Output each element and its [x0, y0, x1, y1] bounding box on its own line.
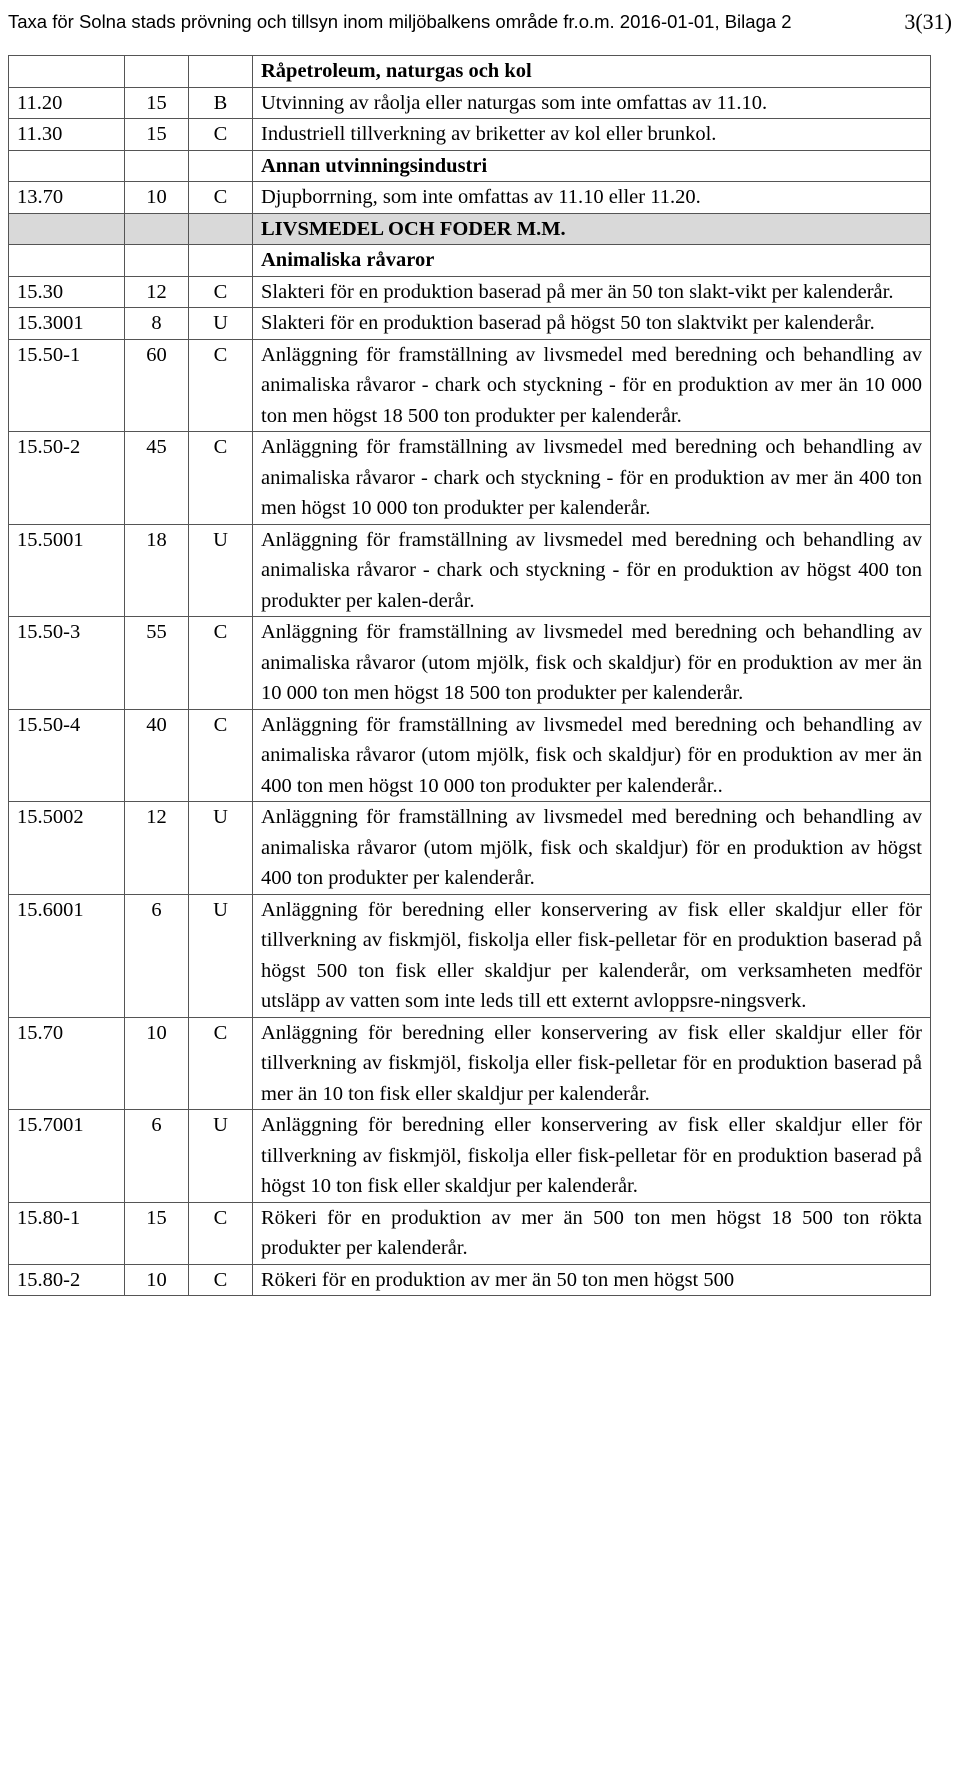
description-cell: Anläggning för beredning eller konservering av fisk eller skaldjur eller för tillverkning av fiskmjöl, fiskolja eller fisk-pelletar för en produktion baserad på mer än 10 ton fisk eller skaldjur per kalenderår. [253, 1017, 931, 1110]
table-row [9, 119, 931, 151]
page-number: 3(31) [904, 9, 952, 34]
class-cell: U [189, 894, 253, 1017]
class-cell: C [189, 617, 253, 710]
empty-cell [189, 213, 253, 245]
activity-table [8, 55, 931, 1296]
class-cell: C [189, 1202, 253, 1264]
points-cell: 6 [125, 1110, 189, 1203]
table-row [9, 308, 931, 340]
code-cell: 15.50-3 [9, 617, 125, 710]
empty-cell [9, 150, 125, 182]
points-cell: 45 [125, 432, 189, 525]
description-cell: Anläggning för beredning eller konservering av fisk eller skaldjur eller för tillverkning av fiskmjöl, fiskolja eller fisk-pelletar för en produktion baserad på högst 500 ton fisk eller skaldjur per kalenderår, om verksamheten medför utsläpp av vatten som inte leds till ett externt avloppsre-ningsverk. [253, 894, 931, 1017]
table-row [9, 617, 931, 710]
table-row [9, 87, 931, 119]
points-cell: 10 [125, 1017, 189, 1110]
code-cell: 15.6001 [9, 894, 125, 1017]
subheading-row [9, 245, 931, 277]
table-row [9, 339, 931, 432]
points-cell: 12 [125, 276, 189, 308]
table-row [9, 1264, 931, 1296]
description-cell: Industriell tillverkning av briketter av kol eller brunkol. [253, 119, 931, 151]
table-row [9, 894, 931, 1017]
points-cell: 15 [125, 87, 189, 119]
empty-cell [125, 245, 189, 277]
class-cell: C [189, 119, 253, 151]
class-cell: U [189, 802, 253, 895]
code-cell: 13.70 [9, 182, 125, 214]
empty-cell [9, 245, 125, 277]
description-cell: Utvinning av råolja eller naturgas som inte omfattas av 11.10. [253, 87, 931, 119]
class-cell: U [189, 308, 253, 340]
header-title: Taxa för Solna stads prövning och tillsyn inom miljöbalkens område fr.o.m. 2016-01-01, Bilaga 2 [8, 11, 792, 32]
description-cell: Anläggning för beredning eller konservering av fisk eller skaldjur eller för tillverkning av fiskmjöl, fiskolja eller fisk-pelletar för en produktion baserad på högst 10 ton fisk eller skaldjur per kalenderår. [253, 1110, 931, 1203]
empty-cell [9, 56, 125, 88]
code-cell: 15.70 [9, 1017, 125, 1110]
class-cell: U [189, 1110, 253, 1203]
code-cell: 11.30 [9, 119, 125, 151]
class-cell: C [189, 276, 253, 308]
table-row [9, 432, 931, 525]
description-cell: Anläggning för framställning av livsmedel med beredning och behandling av animaliska råvaror - chark och styckning - för en produktion av mer än 400 ton men högst 10 000 ton produkter per kalenderår. [253, 432, 931, 525]
table-row [9, 524, 931, 617]
subheading: Råpetroleum, naturgas och kol [253, 56, 931, 88]
description-cell: Anläggning för framställning av livsmedel med beredning och behandling av animaliska råvaror (utom mjölk, fisk och skaldjur) för en produktion av högst 400 ton produkter per kalenderår. [253, 802, 931, 895]
table-row [9, 182, 931, 214]
table-row [9, 802, 931, 895]
empty-cell [125, 150, 189, 182]
class-cell: C [189, 432, 253, 525]
code-cell: 15.50-1 [9, 339, 125, 432]
points-cell: 55 [125, 617, 189, 710]
class-cell: C [189, 1017, 253, 1110]
subheading: Animaliska råvaror [253, 245, 931, 277]
description-cell: Slakteri för en produktion baserad på mer än 50 ton slakt-vikt per kalenderår. [253, 276, 931, 308]
table-row [9, 1017, 931, 1110]
table-row [9, 709, 931, 802]
empty-cell [189, 56, 253, 88]
class-cell: B [189, 87, 253, 119]
table-row [9, 276, 931, 308]
points-cell: 40 [125, 709, 189, 802]
class-cell: C [189, 182, 253, 214]
page-header [8, 2, 952, 42]
code-cell: 15.50-4 [9, 709, 125, 802]
description-cell: Rökeri för en produktion av mer än 500 ton men högst 18 500 ton rökta produkter per kalenderår. [253, 1202, 931, 1264]
empty-cell [9, 213, 125, 245]
section-row [9, 213, 931, 245]
code-cell: 11.20 [9, 87, 125, 119]
points-cell: 15 [125, 119, 189, 151]
points-cell: 6 [125, 894, 189, 1017]
description-cell: Anläggning för framställning av livsmedel med beredning och behandling av animaliska råvaror (utom mjölk, fisk och skaldjur) för en produktion av mer än 400 ton men högst 10 000 ton produkter per kalenderår.. [253, 709, 931, 802]
description-cell: Slakteri för en produktion baserad på högst 50 ton slaktvikt per kalenderår. [253, 308, 931, 340]
points-cell: 60 [125, 339, 189, 432]
subheading-row [9, 150, 931, 182]
code-cell: 15.7001 [9, 1110, 125, 1203]
subheading: Annan utvinningsindustri [253, 150, 931, 182]
code-cell: 15.80-1 [9, 1202, 125, 1264]
table-row [9, 1202, 931, 1264]
class-cell: C [189, 339, 253, 432]
code-cell: 15.80-2 [9, 1264, 125, 1296]
empty-cell [125, 213, 189, 245]
class-cell: C [189, 1264, 253, 1296]
empty-cell [189, 150, 253, 182]
code-cell: 15.50-2 [9, 432, 125, 525]
description-cell: Anläggning för framställning av livsmedel med beredning och behandling av animaliska råvaror - chark och styckning - för en produktion av högst 400 ton produkter per kalen-derår. [253, 524, 931, 617]
description-cell: Rökeri för en produktion av mer än 50 ton men högst 500 [253, 1264, 931, 1296]
empty-cell [125, 56, 189, 88]
section-heading: LIVSMEDEL OCH FODER M.M. [253, 213, 931, 245]
code-cell: 15.5002 [9, 802, 125, 895]
description-cell: Djupborrning, som inte omfattas av 11.10 eller 11.20. [253, 182, 931, 214]
class-cell: U [189, 524, 253, 617]
code-cell: 15.5001 [9, 524, 125, 617]
table-row [9, 1110, 931, 1203]
points-cell: 8 [125, 308, 189, 340]
points-cell: 18 [125, 524, 189, 617]
code-cell: 15.3001 [9, 308, 125, 340]
points-cell: 10 [125, 182, 189, 214]
class-cell: C [189, 709, 253, 802]
code-cell: 15.30 [9, 276, 125, 308]
description-cell: Anläggning för framställning av livsmedel med beredning och behandling av animaliska råvaror (utom mjölk, fisk och skaldjur) för en produktion av mer än 10 000 ton men högst 18 500 ton produkter per kalenderår. [253, 617, 931, 710]
points-cell: 15 [125, 1202, 189, 1264]
subheading-row [9, 56, 931, 88]
points-cell: 12 [125, 802, 189, 895]
description-cell: Anläggning för framställning av livsmedel med beredning och behandling av animaliska råvaror - chark och styckning - för en produktion av mer än 10 000 ton men högst 18 500 ton produkter per kalenderår. [253, 339, 931, 432]
empty-cell [189, 245, 253, 277]
points-cell: 10 [125, 1264, 189, 1296]
